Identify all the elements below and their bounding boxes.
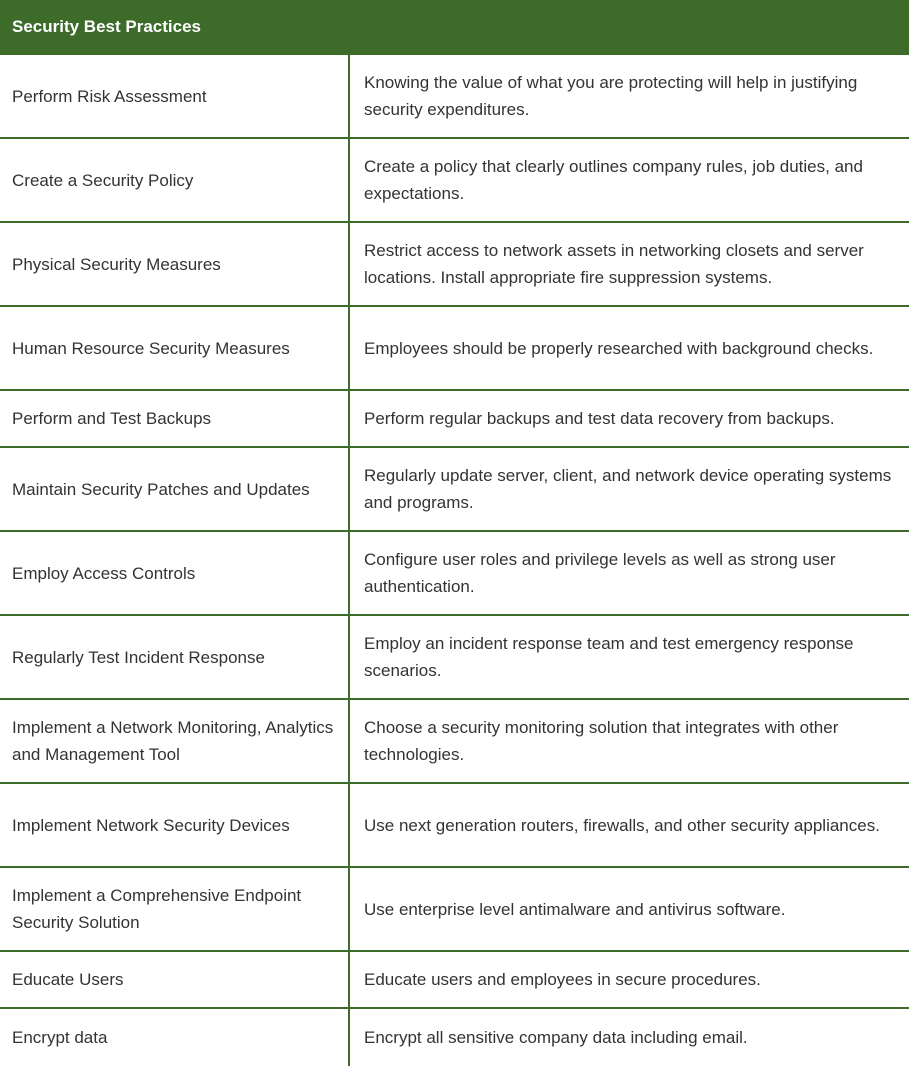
description-cell: Employees should be properly researched with background checks. [364, 338, 874, 358]
description-cell: Encrypt all sensitive company data including email. [364, 1028, 748, 1047]
table-row [0, 784, 909, 868]
table-row [0, 223, 909, 307]
practice-cell: Human Resource Security Measures [0, 307, 350, 389]
description-cell: Create a policy that clearly outlines company rules, job duties, and expectations. [364, 157, 863, 203]
description-cell: Regularly update server, client, and network device operating systems and programs. [364, 466, 892, 512]
description-cell: Knowing the value of what you are protecting will help in justifying security expenditures. [364, 73, 858, 119]
table-row [0, 532, 909, 616]
table-row [0, 448, 909, 532]
practice-cell: Maintain Security Patches and Updates [0, 448, 350, 530]
practice-cell: Educate Users [0, 952, 350, 1007]
table-row [0, 307, 909, 391]
practice-cell: Encrypt data [0, 1009, 350, 1066]
practice-cell: Perform and Test Backups [0, 391, 350, 446]
practice-cell: Implement a Network Monitoring, Analytics and Management Tool [0, 700, 350, 782]
description-cell: Employ an incident response team and test emergency response scenarios. [364, 634, 854, 680]
description-cell: Use enterprise level antimalware and antivirus software. [364, 899, 786, 919]
table-header: Security Best Practices [0, 0, 909, 55]
table-row [0, 139, 909, 223]
description-cell: Configure user roles and privilege levels as well as strong user authentication. [364, 550, 836, 596]
description-cell: Use next generation routers, firewalls, and other security appliances. [364, 815, 880, 835]
description-cell: Choose a security monitoring solution that integrates with other technologies. [364, 718, 839, 764]
description-cell: Perform regular backups and test data recovery from backups. [364, 409, 835, 428]
practice-cell: Regularly Test Incident Response [0, 616, 350, 698]
table-row [0, 391, 909, 448]
practice-cell: Implement Network Security Devices [0, 784, 350, 866]
table-row [0, 1009, 909, 1066]
practice-cell: Implement a Comprehensive Endpoint Security Solution [0, 868, 350, 950]
practice-cell: Physical Security Measures [0, 223, 350, 305]
table-row [0, 700, 909, 784]
table-row [0, 616, 909, 700]
table-row [0, 868, 909, 952]
practice-cell: Employ Access Controls [0, 532, 350, 614]
practice-cell: Create a Security Policy [0, 139, 350, 221]
table-row [0, 55, 909, 139]
description-cell: Educate users and employees in secure procedures. [364, 970, 761, 989]
practice-cell: Perform Risk Assessment [0, 55, 350, 137]
table-row [0, 952, 909, 1009]
description-cell: Restrict access to network assets in networking closets and server locations. Install appropriate fire suppression systems. [364, 241, 864, 287]
